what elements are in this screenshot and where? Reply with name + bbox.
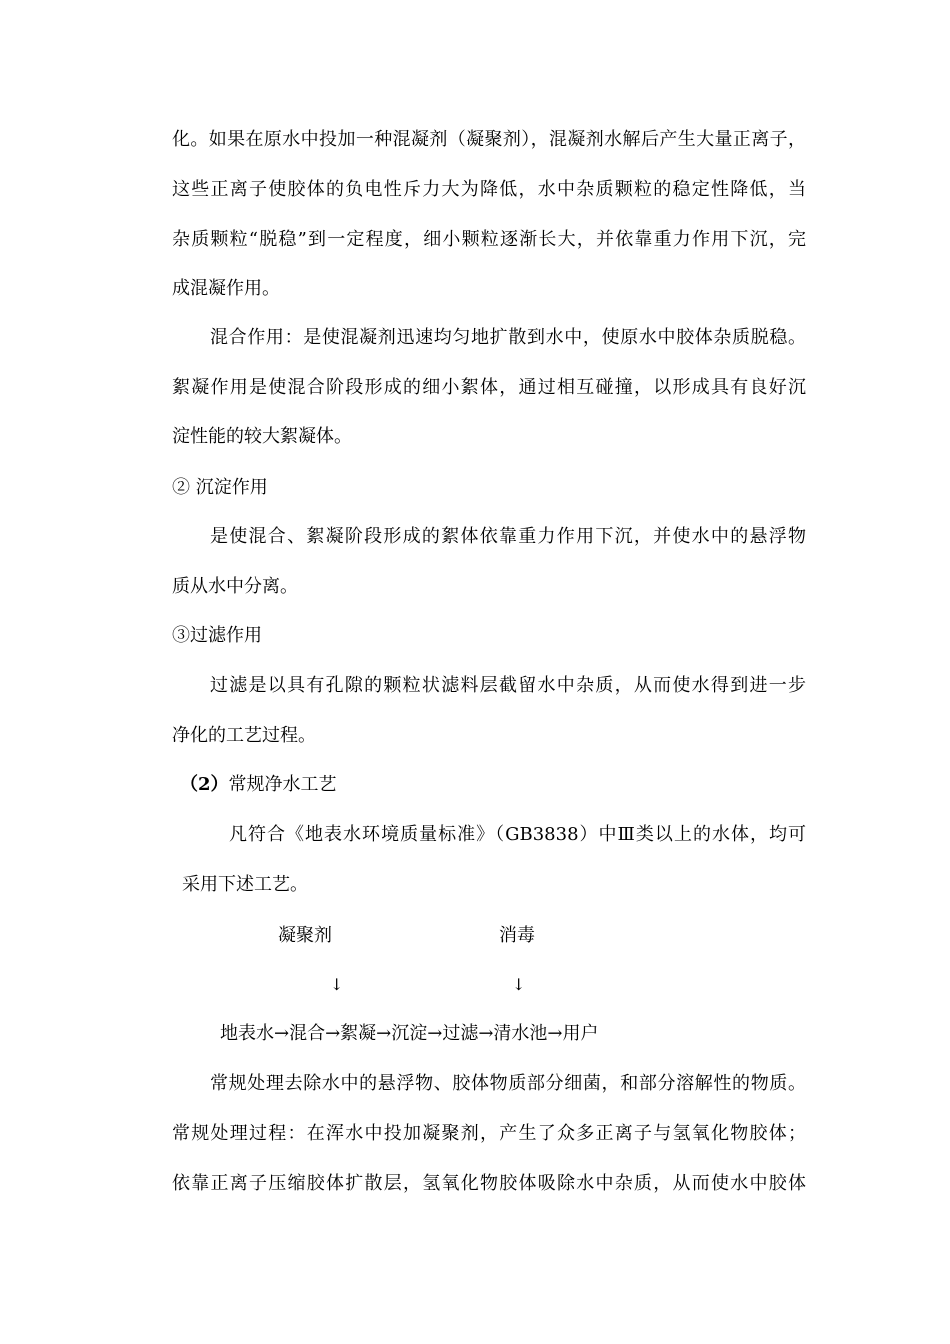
text-line: 这些正离子使胶体的负电性斥力大为降低，水中杂质颗粒的稳定性降低，当 [172,179,806,200]
section-heading-sedimentation: ② 沉淀作用 [172,477,268,498]
text-line: 混合作用：是使混凝剂迅速均匀地扩散到水中，使原水中胶体杂质脱稳。 [210,327,806,348]
text-line: 常规处理过程：在浑水中投加凝聚剂，产生了众多正离子与氢氧化物胶体； [172,1123,806,1144]
text-line: 常规处理去除水中的悬浮物、胶体物质部分细菌，和部分溶解性的物质。 [210,1073,806,1094]
flow-process-chain: 地表水→混合→絮凝→沉淀→过滤→清水池→用户 [220,1023,599,1044]
text-line: 成混凝作用。 [172,278,280,299]
section-heading-conventional [180,773,337,797]
section-number: （2） [180,774,229,795]
section-heading-filtration: ③过滤作用 [172,625,262,646]
flow-label-coagulant: 凝聚剂 [278,925,332,946]
section-title: 常规净水工艺 [228,774,337,795]
text-line: 凡符合《地表水环境质量标准》（GB3838）中Ⅲ类以上的水体，均可 [229,824,806,845]
text-line: 化。如果在原水中投加一种混凝剂（凝聚剂），混凝剂水解后产生大量正离子， [172,129,806,150]
text-line: 杂质颗粒“脱稳”到一定程度，细小颗粒逐渐长大，并依靠重力作用下沉，完 [172,229,806,250]
arrow-down-icon: ↓ [512,975,526,994]
text-line: 过滤是以具有孔隙的颗粒状滤料层截留水中杂质，从而使水得到进一步 [210,675,806,696]
text-line: 依靠正离子压缩胶体扩散层，氢氧化物胶体吸除水中杂质，从而使水中胶体 [172,1173,806,1194]
flow-label-disinfection: 消毒 [499,925,535,946]
text-line: 质从水中分离。 [172,576,298,597]
text-line: 淀性能的较大絮凝体。 [172,426,352,447]
text-line: 采用下述工艺。 [182,874,308,895]
text-line: 絮凝作用是使混合阶段形成的细小絮体，通过相互碰撞，以形成具有良好沉 [172,377,806,398]
arrow-down-icon: ↓ [330,975,344,994]
text-line: 是使混合、絮凝阶段形成的絮体依靠重力作用下沉，并使水中的悬浮物 [210,526,806,547]
text-line: 净化的工艺过程。 [172,725,316,746]
